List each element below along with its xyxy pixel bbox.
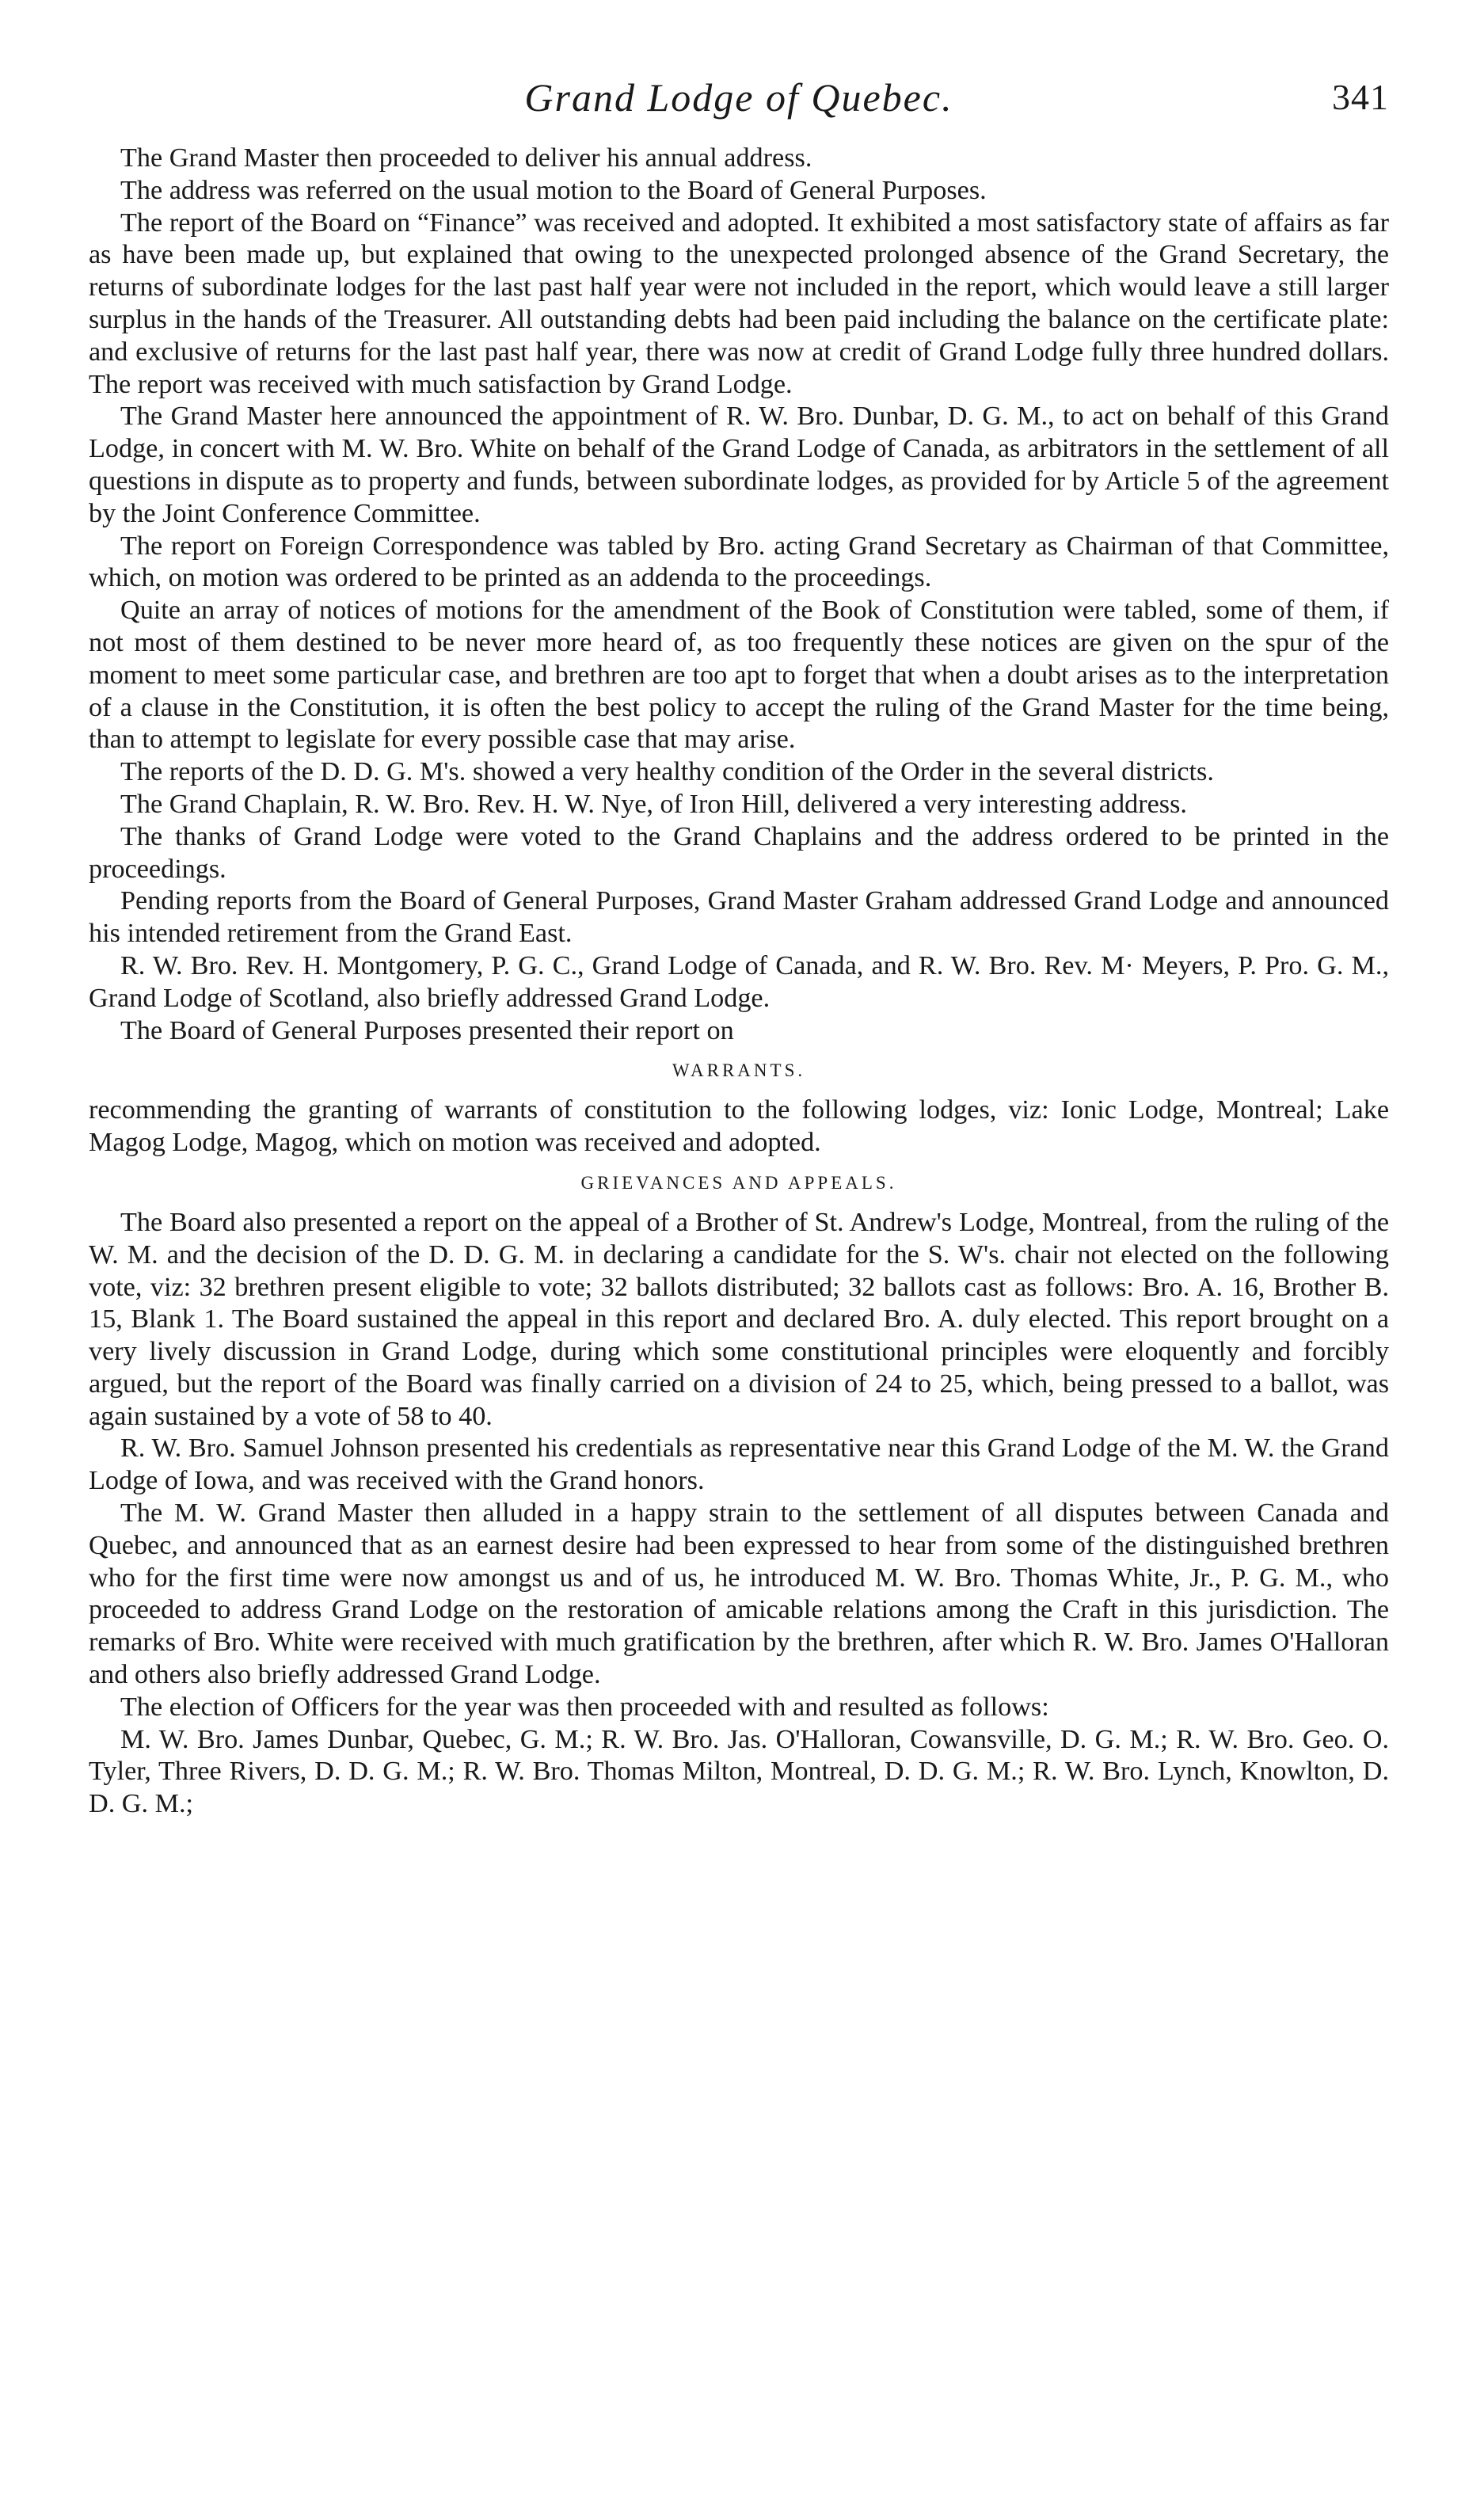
section-heading-warrants: WARRANTS. (672, 1060, 806, 1081)
body-text (89, 143, 1389, 1821)
section-heading-grievances: GRIEVANCES AND APPEALS. (580, 1172, 897, 1193)
running-head (89, 63, 1389, 143)
page-number: 341 (1332, 77, 1389, 117)
running-title: Grand Lodge of Quebec. (524, 75, 953, 120)
paragraph: R. W. Bro. Samuel Johnson presented his credentials as representative near this Grand Lodge of the M. W. the Grand Lodge of Iowa, and was received with the Grand honors. (89, 1433, 1389, 1496)
paragraph: The election of Officers for the year was then proceeded with and resulted as follows: (120, 1692, 1049, 1722)
paragraph: The thanks of Grand Lodge were voted to the Grand Chaplains and the address ordered to be printed in the proceedings. (89, 821, 1389, 884)
paragraph: The report of the Board on “Finance” was received and adopted. It exhibited a most satisfactory state of affairs as far as have been made up, but explained that owing to the unexpected prolonged absence of the Grand Secretary, the returns of subordinate lodges for the last past half year were not included in the report, which would leave a still larger surplus in the hands of the Treasurer. All outstanding debts had been paid including the balance on the certificate plate: and exclusive of returns for the last past half year, there was now at credit of Grand Lodge fully three hundred dollars. The report was received with much satisfaction by Grand Lodge. (89, 207, 1389, 399)
paragraph: The M. W. Grand Master then alluded in a happy strain to the settlement of all disputes between Canada and Quebec, and announced that as an earnest desire had been expressed to hear from some of the distinguished brethren who for the first time were now amongst us and of us, he introduced M. W. Bro. Thomas White, Jr., P. G. M., who proceeded to address Grand Lodge on the restoration of amicable relations among the Craft in this jurisdiction. The remarks of Bro. White were received with much gratification by the brethren, after which R. W. Bro. James O'Halloran and others also briefly addressed Grand Lodge. (89, 1498, 1389, 1690)
paragraph: The Board of General Purposes presented their report on (120, 1015, 734, 1045)
paragraph: R. W. Bro. Rev. H. Montgomery, P. G. C., Grand Lodge of Canada, and R. W. Bro. Rev. M· Meyers, P. Pro. G. M., Grand Lodge of Scotland, also briefly addressed Grand Lodge. (89, 950, 1389, 1013)
book-page (89, 63, 1389, 1821)
paragraph: The Board also presented a report on the appeal of a Brother of St. Andrew's Lodge, Montreal, from the ruling of the W. M. and the decision of the D. D. G. M. in declaring a candidate for the S. W's. chair not elected on the following vote, viz: 32 brethren present eligible to vote; 32 ballots distributed; 32 ballots cast as follows: Bro. A. 16, Brother B. 15, Blank 1. The Board sustained the appeal in this report and declared Bro. A. duly elected. This report brought on a very lively discussion in Grand Lodge, during which some constitutional principles were eloquently and forcibly argued, but the report of the Board was finally carried on a division of 24 to 25, which, being pressed to a ballot, was again sustained by a vote of 58 to 40. (89, 1207, 1389, 1431)
paragraph: Quite an array of notices of motions for the amendment of the Book of Constitution were tabled, some of them, if not most of them destined to be never more heard of, as too frequently these notices are given on the spur of the moment to meet some particular case, and brethren are too apt to forget that when a doubt arises as to the interpretation of a clause in the Constitution, it is often the best policy to accept the ruling of the Grand Master for the time being, than to attempt to legislate for every possible case that may arise. (89, 596, 1389, 755)
paragraph: The Grand Chaplain, R. W. Bro. Rev. H. W. Nye, of Iron Hill, delivered a very interesting address. (120, 789, 1187, 819)
paragraph: The Grand Master here announced the appointment of R. W. Bro. Dunbar, D. G. M., to act on behalf of this Grand Lodge, in concert with M. W. Bro. White on behalf of the Grand Lodge of Canada, as arbitrators in the settlement of all questions in dispute as to property and funds, between subordinate lodges, as provided for by Article 5 of the agreement by the Joint Conference Committee. (89, 402, 1389, 528)
paragraph: The address was referred on the usual motion to the Board of General Purposes. (120, 175, 987, 205)
paragraph: M. W. Bro. James Dunbar, Quebec, G. M.; R. W. Bro. Jas. O'Halloran, Cowansville, D. G. M.; R. W. Bro. Geo. O. Tyler, Three Rivers, D. D. G. M.; R. W. Bro. Thomas Milton, Montreal, D. D. G. M.; R. W. Bro. Lynch, Knowlton, D. D. G. M.; (89, 1724, 1389, 1819)
paragraph: Pending reports from the Board of General Purposes, Grand Master Graham addressed Grand Lodge and announced his intended retirement from the Grand East. (89, 886, 1389, 949)
paragraph: The reports of the D. D. G. M's. showed a very healthy condition of the Order in the several districts. (120, 757, 1214, 787)
paragraph: recommending the granting of warrants of constitution to the following lodges, viz: Ionic Lodge, Montreal; Lake Magog Lodge, Magog, which on motion was received and adopted. (89, 1095, 1389, 1158)
paragraph: The Grand Master then proceeded to deliver his annual address. (120, 143, 812, 173)
paragraph: The report on Foreign Correspondence was tabled by Bro. acting Grand Secretary as Chairman of that Committee, which, on motion was ordered to be printed as an addenda to the proceedings. (89, 531, 1389, 593)
